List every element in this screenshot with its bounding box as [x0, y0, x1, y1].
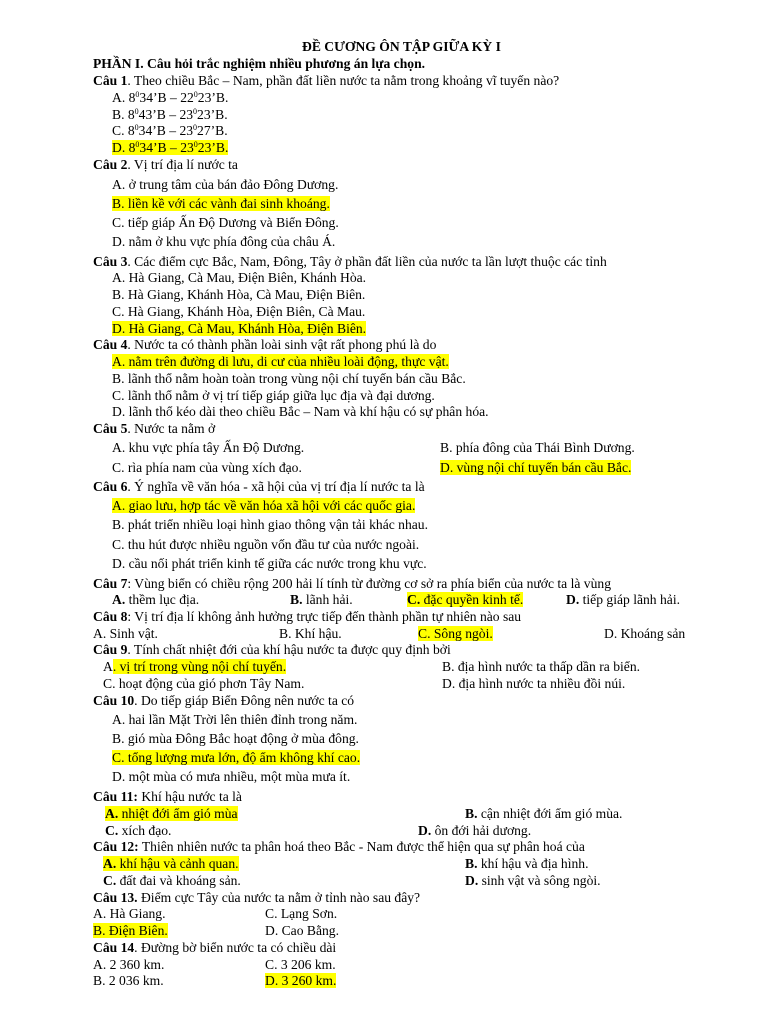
q6-option-b: B. phát triển nhiều loại hình giao thông vận tải khác nhau. — [112, 517, 428, 532]
correct-answer-highlight: A. nằm trên đường di lưu, di cư của nhiều loài động, thực vật. — [112, 354, 449, 369]
q11-option-b: B. cận nhiệt đới ẩm gió mùa. — [465, 806, 623, 821]
q1-option-a: A. $8^034’B$ – $22^023’B$. — [112, 90, 229, 105]
correct-answer-highlight: B. liền kề với các vành đai sinh khoáng. — [112, 196, 330, 211]
question-5 — [93, 420, 215, 437]
q3-option-c: C. Hà Giang, Khánh Hòa, Điện Biên, Cà Mau. — [112, 304, 366, 319]
q7-option-a: A. thềm lục địa. — [112, 592, 200, 607]
q10-option-c — [112, 749, 360, 766]
q14-option-c: C. 3 206 km. — [265, 957, 336, 972]
correct-answer-highlight: C. tổng lượng mưa lớn, độ ẩm không khí cao. — [112, 750, 361, 765]
question-stem: Điểm cực Tây của nước ta nằm ở tỉnh nào sau đây? — [137, 890, 421, 905]
q13-option-b — [93, 922, 168, 939]
question-12 — [93, 838, 585, 855]
q3-option-a: A. Hà Giang, Cà Mau, Điện Biên, Khánh Hòa. — [112, 270, 367, 285]
q11-option-d: D. ôn đới hải dương. — [418, 823, 532, 838]
question-number: Câu 4 — [93, 337, 128, 352]
question-number: Câu 14 — [93, 940, 135, 955]
question-number: Câu 12: — [93, 839, 139, 854]
question-number: Câu 13. — [93, 890, 138, 905]
q3-option-d — [112, 320, 366, 337]
question-number: Câu 11: — [93, 789, 138, 804]
q6-option-c: C. thu hút được nhiều nguồn vốn đầu tư của nước ngoài. — [112, 537, 420, 552]
q8-option-b: B. Khí hậu. — [279, 626, 342, 641]
q9-option-c: C. hoạt động của gió phơn Tây Nam. — [103, 676, 305, 691]
q2-option-a: A. ở trung tâm của bán đảo Đông Dương. — [112, 177, 339, 192]
q12-option-d: D. sinh vật và sông ngòi. — [465, 873, 601, 888]
question-stem: Khí hậu nước ta là — [137, 789, 242, 804]
question-stem: . Do tiếp giáp Biển Đông nên nước ta có — [134, 693, 355, 708]
question-number: Câu 2 — [93, 157, 128, 172]
q7-option-c — [407, 591, 523, 608]
correct-answer-highlight: D. Hà Giang, Cà Mau, Khánh Hòa, Điện Biên. — [112, 321, 367, 336]
q2-option-b — [112, 195, 330, 212]
question-14 — [93, 939, 336, 956]
q1-option-d — [112, 139, 228, 156]
question-stem: . Tính chất nhiệt đới của khí hậu nước ta được quy định bởi — [127, 642, 451, 657]
correct-answer-highlight: A. nhiệt đới ẩm gió mùa — [105, 806, 238, 821]
q3-option-b: B. Hà Giang, Khánh Hòa, Cà Mau, Điện Biên. — [112, 287, 366, 302]
question-4 — [93, 336, 436, 353]
question-number: Câu 3 — [93, 254, 128, 269]
correct-answer-highlight: A. giao lưu, hợp tác về văn hóa xã hội với các quốc gia. — [112, 498, 416, 513]
question-3 — [93, 253, 607, 270]
q10-option-a: A. hai lần Mặt Trời lên thiên đỉnh trong năm. — [112, 712, 358, 727]
q6-option-a — [112, 497, 415, 514]
q13-option-a: A. Hà Giang. — [93, 906, 166, 921]
part-heading: PHẦN I. Câu hỏi trắc nghiệm nhiều phương án lựa chọn. — [93, 56, 426, 71]
q10-option-d: D. một mùa có mưa nhiều, một mùa mưa ít. — [112, 769, 351, 784]
q2-option-d: D. nằm ở khu vực phía đông của châu Á. — [112, 234, 336, 249]
question-stem: . Nước ta có thành phần loài sinh vật rất phong phú là do — [127, 337, 437, 352]
q8-option-d: D. Khoáng sản — [604, 626, 686, 641]
q8-option-a: A. Sinh vật. — [93, 626, 158, 641]
question-6 — [93, 478, 425, 495]
question-1 — [93, 72, 559, 89]
q7-option-b: B. lãnh hải. — [290, 592, 353, 607]
q1-option-b: B. $8^043’B$ – $23^023’B$. — [112, 107, 228, 122]
q14-option-d — [265, 972, 336, 989]
question-number: Câu 8 — [93, 609, 128, 624]
correct-answer-highlight: . vị trí trong vùng nội chí tuyến. — [112, 659, 287, 674]
q14-option-b: B. 2 036 km. — [93, 973, 164, 988]
q6-option-d: D. cầu nối phát triển kinh tế giữa các nước trong khu vực. — [112, 556, 427, 571]
question-stem: . Theo chiều Bắc – Nam, phần đất liền nước ta nằm trong khoảng vĩ tuyến nào? — [127, 73, 560, 88]
q13-option-c: C. Lạng Sơn. — [265, 906, 338, 921]
q5-option-d — [440, 459, 631, 476]
question-8 — [93, 608, 521, 625]
question-number: Câu 7 — [93, 576, 128, 591]
q12-option-b: B. khí hậu và địa hình. — [465, 856, 589, 871]
document-title: ĐỀ CƯƠNG ÔN TẬP GIỮA KỲ I — [302, 39, 501, 54]
q9-option-a: A. vị trí trong vùng nội chí tuyến. — [103, 659, 287, 674]
q9-option-d: D. địa hình nước ta nhiều đồi núi. — [442, 676, 626, 691]
q7-option-d: D. tiếp giáp lãnh hải. — [566, 592, 681, 607]
question-number: Câu 9 — [93, 642, 128, 657]
q5-option-c: C. rìa phía nam của vùng xích đạo. — [112, 460, 302, 475]
correct-answer-highlight: D. 3 260 km. — [265, 973, 337, 988]
q1-option-c: C. $8^034’B$ – $23^027’B$. — [112, 123, 228, 138]
q4-option-b: B. lãnh thổ nằm hoàn toàn trong vùng nội chí tuyến bán cầu Bắc. — [112, 371, 466, 386]
q4-option-d: D. lãnh thổ kéo dài theo chiều Bắc – Nam và khí hậu có sự phân hóa. — [112, 404, 489, 419]
question-9 — [93, 641, 451, 658]
q9-option-b: B. địa hình nước ta thấp dần ra biển. — [442, 659, 641, 674]
q2-option-c: C. tiếp giáp Ấn Độ Dương và Biển Đông. — [112, 215, 339, 230]
q11-option-a — [105, 805, 238, 822]
question-number: Câu 6 — [93, 479, 128, 494]
correct-answer-highlight: D. $8^034’B$ – $23^023’B$. — [112, 140, 229, 155]
question-11 — [93, 788, 242, 805]
question-stem: : Vị trí địa lí không ảnh hưởng trực tiếp đến thành phần tự nhiên nào sau — [127, 609, 522, 624]
question-stem: . Các điểm cực Bắc, Nam, Đông, Tây ở phần đất liền của nước ta lần lượt thuộc các tỉnh — [127, 254, 607, 269]
question-number: Câu 1 — [93, 73, 128, 88]
question-stem: . Vị trí địa lí nước ta — [127, 157, 238, 172]
question-7 — [93, 575, 611, 592]
q11-option-c: C. xích đạo. — [105, 823, 172, 838]
question-13 — [93, 889, 420, 906]
correct-answer-highlight: C. đặc quyền kinh tế. — [407, 592, 524, 607]
question-number: Câu 10 — [93, 693, 135, 708]
question-stem: : Vùng biển có chiều rộng 200 hải lí tính từ đường cơ sở ra phía biển của nước ta là vùng — [127, 576, 611, 591]
q13-option-d: D. Cao Bằng. — [265, 923, 340, 938]
q10-option-b: B. gió mùa Đông Bắc hoạt động ở mùa đông. — [112, 731, 359, 746]
q4-option-c: C. lãnh thổ nằm ở vị trí tiếp giáp giữa lục địa và đại dương. — [112, 388, 435, 403]
question-stem: . Đường bờ biển nước ta có chiều dài — [134, 940, 337, 955]
q12-option-c: C. đất đai và khoáng sản. — [103, 873, 241, 888]
q5-option-a: A. khu vực phía tây Ấn Độ Dương. — [112, 440, 305, 455]
correct-answer-highlight: B. Điện Biên. — [93, 923, 168, 938]
q4-option-a — [112, 353, 449, 370]
q5-option-b: B. phía đông của Thái Bình Dương. — [440, 440, 635, 455]
question-stem: . Ý nghĩa về văn hóa - xã hội của vị trí địa lí nước ta là — [127, 479, 425, 494]
question-2 — [93, 156, 238, 173]
question-stem: Thiên nhiên nước ta phân hoá theo Bắc - Nam được thể hiện qua sự phân hoá của — [138, 839, 585, 854]
question-10 — [93, 692, 354, 709]
correct-answer-highlight: C. Sông ngòi. — [418, 626, 493, 641]
q8-option-c — [418, 625, 493, 642]
question-stem: . Nước ta nằm ở — [127, 421, 216, 436]
question-number: Câu 5 — [93, 421, 128, 436]
correct-answer-highlight: D. vùng nội chí tuyến bán cầu Bắc. — [440, 460, 632, 475]
q14-option-a: A. 2 360 km. — [93, 957, 165, 972]
q12-option-a — [103, 855, 239, 872]
correct-answer-highlight: A. khí hậu và cảnh quan. — [103, 856, 239, 871]
